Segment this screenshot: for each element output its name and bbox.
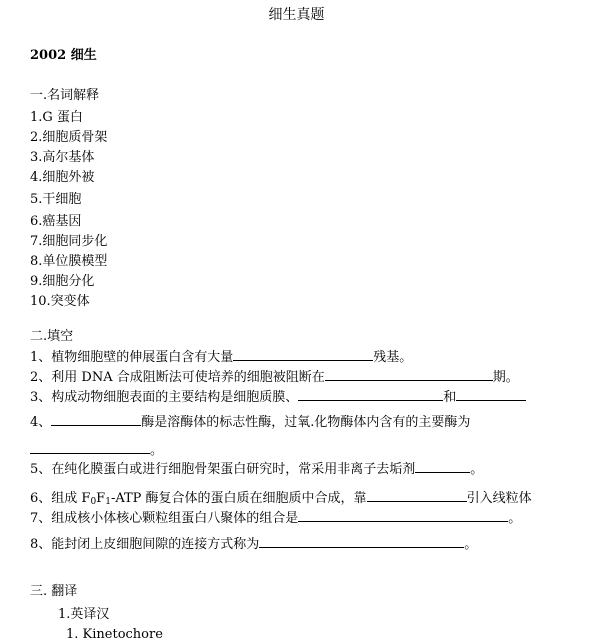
- answer-blank: [51, 412, 141, 426]
- subscript: 1: [105, 497, 111, 507]
- question-text: 酶是溶酶体的标志性酶，过氧.化物酶体内含有的主要酶为: [141, 415, 471, 430]
- answer-blank: [298, 387, 443, 401]
- question-text: F: [96, 491, 106, 506]
- fill-question-4-cont: [30, 440, 163, 460]
- question-text: 。: [508, 511, 522, 526]
- term-item: 3.高尔基体: [30, 150, 95, 165]
- section-heading-terms: 一.名词解释: [30, 88, 100, 103]
- fill-question-3: [30, 387, 526, 407]
- fill-question-7: [30, 508, 521, 528]
- term-item: 2.细胞质骨架: [30, 130, 108, 145]
- term-item: 10.突变体: [30, 294, 90, 309]
- page-title: 细生真题: [268, 7, 325, 23]
- answer-blank: [298, 508, 508, 522]
- section-heading-fill: 二.填空: [30, 329, 74, 344]
- term-item: 5.干细胞: [30, 192, 82, 207]
- question-text: 4、: [30, 415, 52, 430]
- subscript: 0: [90, 497, 97, 507]
- question-text: 引入线粒体: [466, 491, 532, 506]
- term-item: 1.G 蛋白: [30, 110, 83, 125]
- subsection-heading: 1.英译汉: [58, 607, 110, 622]
- fill-question-2: [30, 367, 519, 387]
- answer-blank: [456, 387, 526, 401]
- term-item: 8.单位膜模型: [30, 254, 108, 269]
- question-text: 6、组成 F: [30, 491, 91, 506]
- term-item: 7.细胞同步化: [30, 234, 108, 249]
- question-text: 2、利用 DNA 合成阻断法可使培养的细胞被阻断在: [30, 370, 325, 385]
- answer-blank: [367, 488, 467, 502]
- question-text: 。: [150, 443, 164, 458]
- question-text: 5、在纯化膜蛋白或进行细胞骨架蛋白研究时，常采用非离子去垢剂: [30, 462, 416, 477]
- fill-question-1: [30, 347, 412, 367]
- fill-question-5: [30, 459, 483, 479]
- answer-blank: [325, 367, 493, 381]
- answer-blank: [415, 459, 470, 473]
- question-text: 3、构成动物细胞表面的主要结构是细胞质膜、: [30, 390, 299, 405]
- question-text: 。: [464, 537, 478, 552]
- question-text: -ATP 酶复合体的蛋白质在细胞质中合成，靠: [110, 491, 367, 506]
- translate-item: 1. Kinetochore: [66, 627, 163, 642]
- answer-blank: [233, 347, 373, 361]
- question-text: 1、植物细胞壁的伸展蛋白含有大量: [30, 350, 234, 365]
- question-text: 和: [443, 390, 457, 405]
- fill-question-4: [30, 412, 470, 432]
- answer-blank: [30, 440, 150, 454]
- question-text: 期。: [492, 370, 519, 385]
- question-text: 。: [470, 462, 484, 477]
- year-heading: 2002 细生: [30, 48, 97, 63]
- section-heading-translate: 三. 翻译: [30, 584, 78, 599]
- question-text: 8、能封闭上皮细胞间隙的连接方式称为: [30, 537, 260, 552]
- term-item: 9.细胞分化: [30, 274, 95, 289]
- term-item: 4.细胞外被: [30, 170, 95, 185]
- term-item: 6.癌基因: [30, 214, 82, 229]
- question-text: 残基。: [373, 350, 413, 365]
- fill-question-8: [30, 534, 477, 554]
- answer-blank: [259, 534, 464, 548]
- question-text: 7、组成核小体核心颗粒组蛋白八聚体的组合是: [30, 511, 299, 526]
